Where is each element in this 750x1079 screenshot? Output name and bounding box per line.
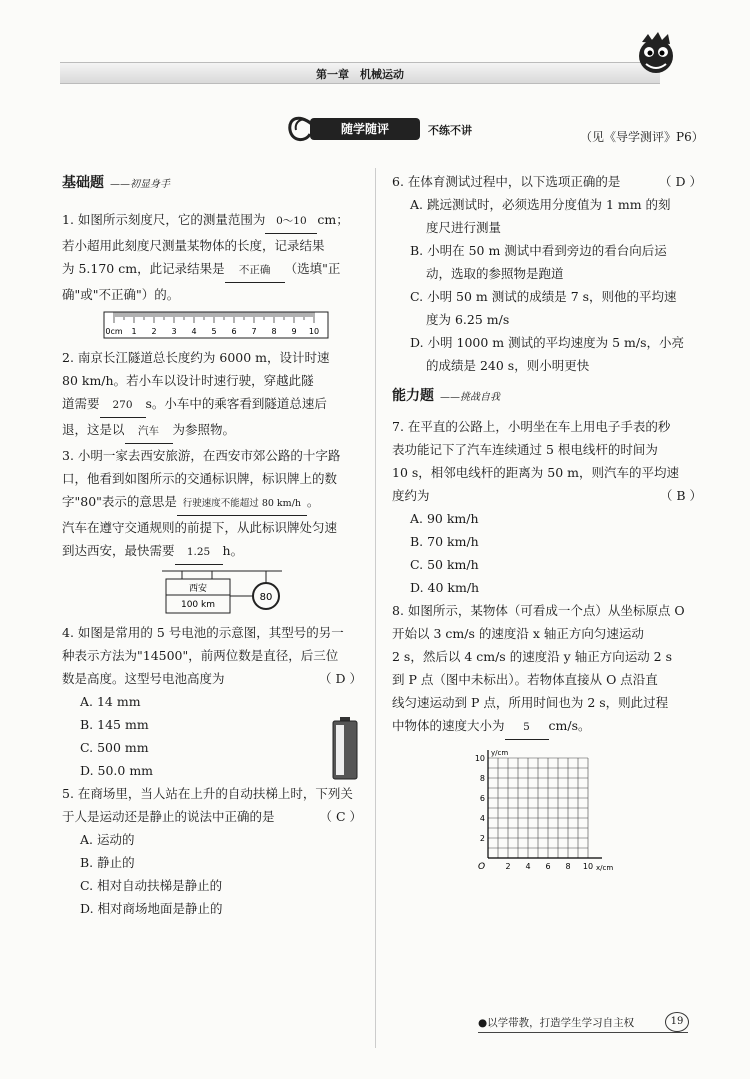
- q6-option-text: 动，选取的参照物是跑道: [426, 266, 564, 281]
- q7-option-b[interactable]: B. 70 km/h: [410, 534, 479, 549]
- ruler-label: 4: [191, 327, 197, 336]
- q6-option-b[interactable]: [392, 239, 702, 285]
- ability-subtitle: ——挑战自我: [440, 392, 500, 403]
- x-tick-label: 10: [582, 862, 594, 871]
- sign-city-label: 西安: [188, 584, 208, 594]
- reference-note: （见《导学测评》P6）: [580, 130, 704, 144]
- ruler-label: 8: [271, 327, 277, 336]
- q6-option-text: B. 小明在 50 m 测试中看到旁边的看台向后运: [410, 243, 667, 258]
- y-axis-label: y/cm: [491, 750, 509, 757]
- q2-answer-1[interactable]: 270: [100, 394, 146, 418]
- q3-text: 3. 小明一家去西安旅游，在西安市郊公路的十字路: [62, 448, 341, 463]
- q1-answer-2[interactable]: 不正确: [225, 259, 285, 283]
- q2-answer-2[interactable]: 汽车: [125, 420, 173, 444]
- q4-text: 4. 如图是常用的 5 号电池的示意图，其型号的另一: [62, 625, 344, 640]
- q2-text: 为参照物。: [172, 422, 236, 437]
- q1-text: 确"或"不正确"）的。: [62, 287, 180, 302]
- q7-option-a[interactable]: A. 90 km/h: [410, 511, 479, 526]
- q2-text: 80 km/h。若小车以设计时速行驶，穿越此隧: [62, 373, 314, 388]
- question-6: [392, 170, 702, 377]
- q5-text: 于人是运动还是静止的说法中正确的是: [62, 809, 275, 824]
- x-axis-label: x/cm: [596, 864, 614, 872]
- q7-text: 7. 在平直的公路上，小明坐在车上用电子手表的秒: [392, 419, 671, 434]
- q6-option-a[interactable]: [392, 193, 702, 239]
- q2-text: 道需要: [62, 396, 100, 411]
- q7-text: 度约为: [392, 488, 430, 503]
- q8-text: cm/s。: [548, 718, 591, 733]
- ruler-label: 3: [171, 327, 177, 336]
- q2-text: 退，这是以: [62, 422, 125, 437]
- question-7: [392, 415, 702, 599]
- traffic-sign-figure: [152, 565, 302, 621]
- q5-text: 5. 在商场里，当人站在上升的自动扶梯上时，下列关: [62, 786, 353, 801]
- q6-choice[interactable]: （ D ）: [659, 174, 702, 189]
- basic-subtitle: ——初显身手: [110, 179, 170, 190]
- q1-text: 若小超用此刻度尺测量某物体的长度，记录结果: [62, 238, 325, 253]
- q7-choice[interactable]: （ B ）: [659, 488, 702, 503]
- question-3: [62, 444, 362, 621]
- ruler-figure: [102, 310, 332, 340]
- ruler-label: 1: [131, 327, 137, 336]
- footer-line: [478, 1032, 688, 1033]
- q7-option-d[interactable]: D. 40 km/h: [410, 580, 480, 595]
- chapter-header: [60, 62, 660, 84]
- q5-choice[interactable]: （ C ）: [319, 809, 362, 824]
- ruler-label: 7: [251, 327, 257, 336]
- question-8: [392, 599, 702, 880]
- footer-slogan: ●以学带教，打造学生学习自主权: [478, 1017, 635, 1029]
- question-4: [62, 621, 362, 782]
- coordinate-grid-figure: [470, 750, 630, 880]
- q8-text: 中物体的速度大小为: [392, 718, 505, 733]
- right-column: [392, 170, 702, 880]
- ability-section-title: [392, 385, 702, 409]
- q1-answer-1[interactable]: 0～10: [265, 210, 317, 234]
- q3-text: 到达西安，最快需要: [62, 543, 175, 558]
- q4-text: 数是高度。这型号电池高度为: [62, 671, 225, 686]
- x-tick-label: 2: [505, 862, 511, 871]
- banner-title: 随学随评: [310, 118, 420, 140]
- banner-subtitle: 不练不讲: [428, 124, 472, 137]
- ruler-label: 6: [231, 327, 237, 336]
- q3-text: 。: [306, 494, 320, 509]
- question-5: [62, 782, 362, 920]
- question-1: [62, 208, 362, 340]
- q1-text: （选填"正: [284, 261, 341, 276]
- q8-text: 开始以 3 cm/s 的速度沿 x 轴正方向匀速运动: [392, 626, 644, 641]
- q6-option-c[interactable]: [392, 285, 702, 331]
- q6-option-d[interactable]: [392, 331, 702, 377]
- x-tick-label: 4: [525, 862, 531, 871]
- q4-option-b[interactable]: B. 145 mm: [80, 717, 149, 732]
- q8-text: 8. 如图所示，某物体（可看成一个点）从坐标原点 O: [392, 603, 685, 618]
- page-number: 19: [665, 1012, 689, 1032]
- q3-answer-2[interactable]: 1.25: [175, 541, 223, 565]
- q4-text: 种表示方法为"14500"，前两位数是直径，后三位: [62, 648, 339, 663]
- q6-text: 6. 在体育测试过程中，以下选项正确的是: [392, 174, 621, 189]
- column-divider: [375, 168, 376, 1048]
- q3-answer-1[interactable]: 行驶速度不能超过 80 km/h: [177, 492, 307, 516]
- q4-choice[interactable]: （ D ）: [319, 671, 362, 686]
- q1-text: cm；: [317, 212, 349, 227]
- q3-text: 汽车在遵守交通规则的前提下，从此标识牌处匀速: [62, 520, 338, 535]
- question-2: [62, 346, 362, 444]
- y-tick-label: 6: [479, 794, 485, 803]
- q7-text: 10 s，相邻电线杆的距离为 50 m，则汽车的平均速: [392, 465, 680, 480]
- ability-title: 能力题: [392, 388, 434, 404]
- q4-option-c[interactable]: C. 500 mm: [80, 740, 149, 755]
- q5-option-a[interactable]: A. 运动的: [80, 832, 135, 847]
- q8-text: 线匀速运动到 P 点，所用时间也为 2 s，则此过程: [392, 695, 669, 710]
- sign-speed-label: 80: [259, 592, 273, 603]
- ruler-label: 0cm: [105, 327, 123, 336]
- q6-option-text: 度为 6.25 m/s: [426, 312, 510, 327]
- y-tick-label: 10: [474, 754, 485, 763]
- left-column: [62, 172, 362, 920]
- q7-option-c[interactable]: C. 50 km/h: [410, 557, 479, 572]
- basic-section-title: [62, 172, 362, 196]
- q6-option-text: A. 跳远测试时，必须选用分度值为 1 mm 的刻: [410, 197, 671, 212]
- ruler-label: 5: [211, 327, 217, 336]
- chapter-title: 第一章 机械运动: [316, 68, 404, 81]
- q3-text: 口，他看到如图所示的交通标识牌，标识牌上的数: [62, 471, 338, 486]
- section-banner: [280, 108, 510, 148]
- q6-option-text: C. 小明 50 m 测试的成绩是 7 s，则他的平均速: [410, 289, 677, 304]
- y-tick-label: 2: [479, 834, 485, 843]
- q6-option-text: D. 小明 1000 m 测试的平均速度为 5 m/s，小亮: [410, 335, 684, 350]
- y-tick-label: 4: [479, 814, 485, 823]
- q5-option-d[interactable]: D. 相对商场地面是静止的: [80, 901, 223, 916]
- q8-text: 到 P 点（图中未标出）。若物体直接从 O 点沿直: [392, 672, 658, 687]
- q5-option-b[interactable]: B. 静止的: [80, 855, 135, 870]
- q6-option-text: 的成绩是 240 s，则小明更快: [426, 358, 590, 373]
- basic-title: 基础题: [62, 175, 104, 191]
- origin-label: O: [478, 862, 486, 872]
- q6-option-text: 度尺进行测量: [426, 220, 502, 235]
- battery-figure: [330, 715, 360, 781]
- x-tick-label: 6: [545, 862, 551, 871]
- q4-option-a[interactable]: A. 14 mm: [80, 694, 141, 709]
- q8-answer[interactable]: 5: [505, 716, 549, 740]
- q2-text: s。小车中的乘客看到隧道总速后: [145, 396, 327, 411]
- q3-text: 字"80"表示的意思是: [62, 494, 177, 509]
- ruler-label: 2: [151, 327, 157, 336]
- q5-option-c[interactable]: C. 相对自动扶梯是静止的: [80, 878, 223, 893]
- ruler-label: 10: [308, 327, 320, 336]
- sign-distance-label: 100 km: [180, 600, 216, 610]
- q1-text: 1. 如图所示刻度尺，它的测量范围为: [62, 212, 266, 227]
- ruler-label: 9: [291, 327, 297, 336]
- q1-text: 为 5.170 cm，此记录结果是: [62, 261, 225, 276]
- q8-text: 2 s，然后以 4 cm/s 的速度沿 y 轴正方向运动 2 s: [392, 649, 673, 664]
- q4-option-d[interactable]: D. 50.0 mm: [80, 763, 154, 778]
- q3-text: h。: [222, 543, 244, 558]
- y-tick-label: 8: [479, 774, 485, 783]
- q7-text: 表功能记下了汽车连续通过 5 根电线杆的时间为: [392, 442, 658, 457]
- x-tick-label: 8: [565, 862, 571, 871]
- q2-text: 2. 南京长江隧道总长度约为 6000 m，设计时速: [62, 350, 330, 365]
- mascot-icon: [632, 30, 680, 86]
